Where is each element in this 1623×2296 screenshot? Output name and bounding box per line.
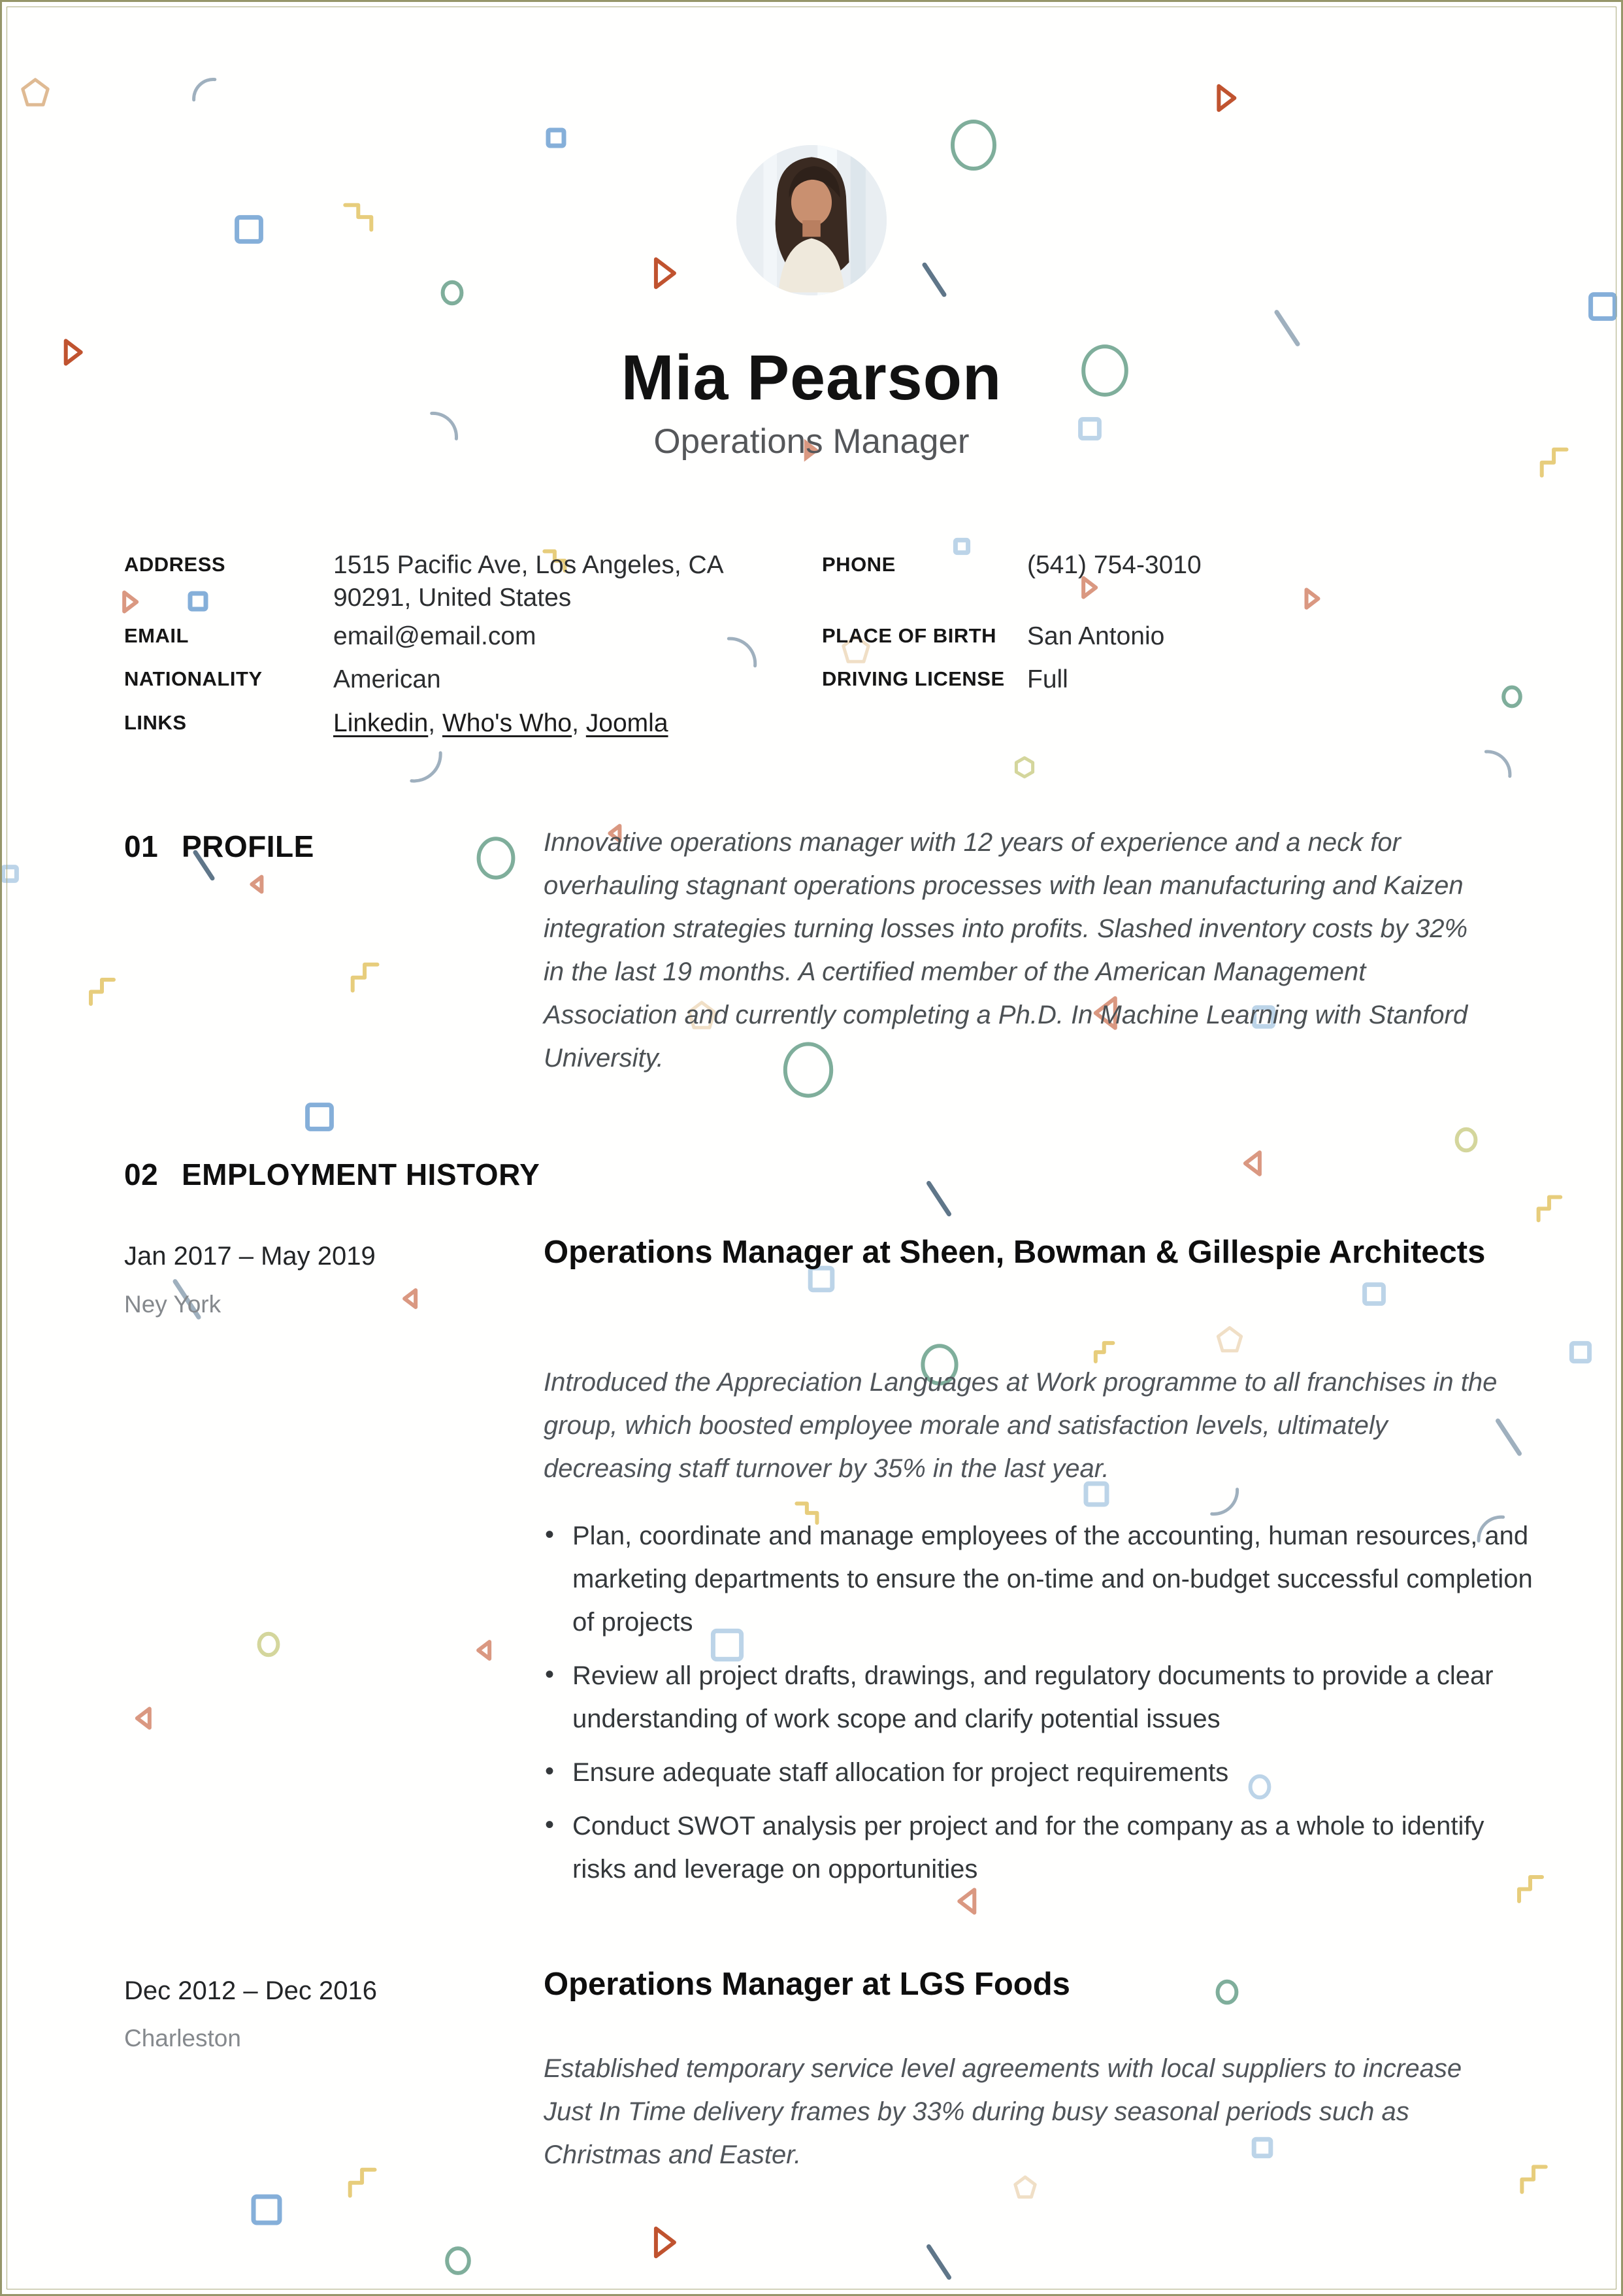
- place-of-birth-value: San Antonio: [1027, 622, 1165, 650]
- employment-section-number: 02: [124, 1157, 159, 1191]
- email-value: email@email.com: [333, 622, 536, 650]
- job-bullet: • Ensure adequate staff allocation for project requirements: [572, 1751, 1533, 1794]
- job-dates: Dec 2012 – Dec 2016: [124, 1976, 377, 2005]
- profile-photo: [736, 145, 887, 295]
- profile-summary-text: Innovative operations manager with 12 years of experience and a neck for overhauling stagnant operations processes with lean manufacturing and Kaizen integration strategies turning losses into profits. Slashed inventory costs by 32% in the last 19 months. A certified member of the American Management Association and currently completing a Ph.D. In Machine Learning with Stanford University.: [544, 828, 1468, 1073]
- job-location: Ney York: [124, 1291, 221, 1318]
- links-value: [333, 707, 668, 740]
- phone-label: PHONE: [822, 553, 896, 576]
- job-dates: Jan 2017 – May 2019: [124, 1242, 376, 1271]
- driving-license-value: Full: [1027, 665, 1068, 693]
- profile-section-number: 01: [124, 829, 159, 863]
- job-title: Operations Manager at LGS Foods: [544, 1967, 1070, 2002]
- job-bullet: • Conduct SWOT analysis per project and for the company as a whole to identify risks and leverage on opportunities: [572, 1805, 1533, 1891]
- employment-section-heading: [124, 1157, 540, 1192]
- link-separator: ,: [428, 709, 442, 737]
- link-separator: ,: [572, 709, 586, 737]
- profile-section-heading: [124, 829, 314, 864]
- job-bullet: • Review all project drafts, drawings, and regulatory documents to provide a clear understanding of work scope and clarify potential issues: [572, 1654, 1533, 1740]
- profile-section-title: PROFILE: [182, 829, 314, 863]
- job-summary: Introduced the Appreciation Languages at Work programme to all franchises in the group, which boosted employee morale and satisfaction levels, ultimately decreasing staff turnover by 35% in the last year.: [544, 1368, 1498, 1483]
- employment-section-title: EMPLOYMENT HISTORY: [182, 1157, 540, 1191]
- job-location: Charleston: [124, 2025, 241, 2052]
- job-bullet: • Plan, coordinate and manage employees of the accounting, human resources, and marketing departments to ensure the on-time and on-budget successful completion of projects: [572, 1514, 1533, 1644]
- phone-value: (541) 754-3010: [1027, 551, 1202, 579]
- links-label: LINKS: [124, 711, 187, 734]
- place-of-birth-label: PLACE OF BIRTH: [822, 624, 997, 647]
- candidate-job-title: Operations Manager: [653, 422, 970, 461]
- address-value: 1515 Pacific Ave, Los Angeles, CA 90291, United States: [333, 551, 723, 612]
- driving-license-label: DRIVING LICENSE: [822, 667, 1005, 690]
- link-whos-who[interactable]: Who's Who: [442, 709, 572, 737]
- candidate-name: Mia Pearson: [621, 342, 1002, 413]
- portrait-illustration: [736, 145, 887, 295]
- nationality-label: NATIONALITY: [124, 667, 263, 690]
- job-bullet-list: [544, 1514, 1533, 1901]
- address-label: ADDRESS: [124, 553, 226, 576]
- link-joomla[interactable]: Joomla: [585, 709, 668, 737]
- email-label: EMAIL: [124, 624, 189, 647]
- job-title: Operations Manager at Sheen, Bowman & Gillespie Architects: [544, 1235, 1486, 1270]
- nationality-value: American: [333, 665, 441, 693]
- job-summary: Established temporary service level agreements with local suppliers to increase Just In Time delivery frames by 33% during busy seasonal periods such as Christmas and Easter.: [544, 2054, 1462, 2169]
- link-linkedin[interactable]: Linkedin: [333, 709, 429, 737]
